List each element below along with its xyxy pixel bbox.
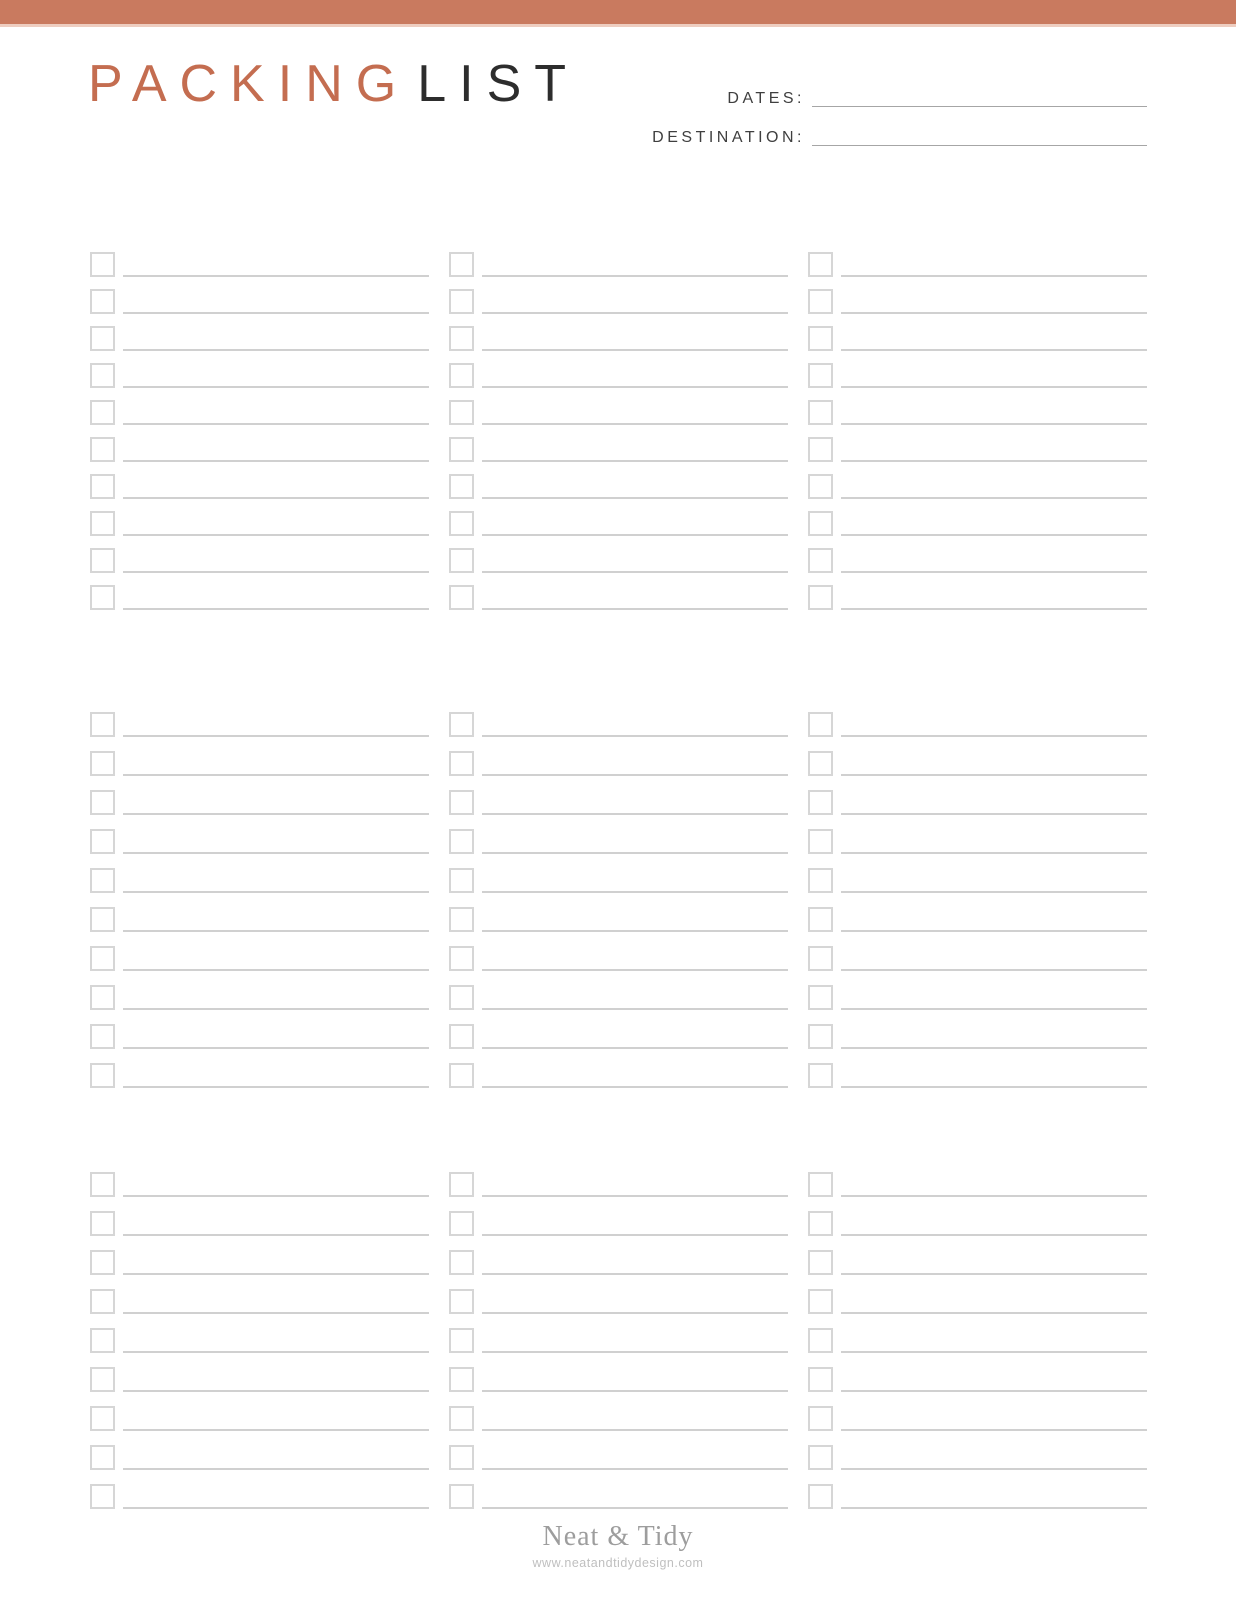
item-checkbox[interactable] bbox=[808, 326, 833, 351]
item-write-line[interactable] bbox=[123, 1351, 429, 1353]
checklist-item bbox=[90, 583, 429, 610]
item-checkbox[interactable] bbox=[449, 1172, 474, 1197]
item-write-line[interactable] bbox=[482, 312, 788, 314]
item-checkbox[interactable] bbox=[90, 712, 115, 737]
item-checkbox[interactable] bbox=[808, 1367, 833, 1392]
item-write-line[interactable] bbox=[841, 497, 1147, 499]
item-write-line[interactable] bbox=[841, 1273, 1147, 1275]
item-write-line[interactable] bbox=[123, 1507, 429, 1509]
checklist-item bbox=[808, 1170, 1147, 1197]
item-checkbox[interactable] bbox=[449, 1250, 474, 1275]
checklist-item bbox=[90, 710, 429, 737]
item-checkbox[interactable] bbox=[808, 289, 833, 314]
item-write-line[interactable] bbox=[841, 930, 1147, 932]
item-checkbox[interactable] bbox=[808, 751, 833, 776]
item-write-line[interactable] bbox=[123, 813, 429, 815]
checklist-item bbox=[808, 1209, 1147, 1236]
item-checkbox[interactable] bbox=[90, 1328, 115, 1353]
item-write-line[interactable] bbox=[123, 386, 429, 388]
checklist-item bbox=[449, 983, 788, 1010]
checklist-item bbox=[449, 287, 788, 314]
item-checkbox[interactable] bbox=[808, 1211, 833, 1236]
item-checkbox[interactable] bbox=[449, 946, 474, 971]
item-write-line[interactable] bbox=[482, 813, 788, 815]
item-write-line[interactable] bbox=[123, 423, 429, 425]
item-checkbox[interactable] bbox=[90, 985, 115, 1010]
checklist-item bbox=[808, 1326, 1147, 1353]
checklist-item bbox=[90, 1482, 429, 1509]
item-write-line[interactable] bbox=[841, 1312, 1147, 1314]
item-checkbox[interactable] bbox=[808, 946, 833, 971]
checklist-item bbox=[90, 1170, 429, 1197]
checklist-item bbox=[90, 509, 429, 536]
checklist-item bbox=[449, 1482, 788, 1509]
item-checkbox[interactable] bbox=[90, 1445, 115, 1470]
checklist-item bbox=[449, 1248, 788, 1275]
checklist-item bbox=[90, 827, 429, 854]
item-checkbox[interactable] bbox=[808, 1484, 833, 1509]
checklist-item bbox=[90, 866, 429, 893]
item-checkbox[interactable] bbox=[808, 1289, 833, 1314]
item-write-line[interactable] bbox=[482, 852, 788, 854]
checklist-item bbox=[90, 472, 429, 499]
title-word-packing: PACKING bbox=[88, 55, 410, 113]
checklist-item bbox=[808, 546, 1147, 573]
item-write-line[interactable] bbox=[482, 534, 788, 536]
dates-label: DATES: bbox=[727, 90, 805, 107]
destination-field bbox=[627, 125, 1147, 146]
item-write-line[interactable] bbox=[123, 571, 429, 573]
item-write-line[interactable] bbox=[123, 969, 429, 971]
item-write-line[interactable] bbox=[482, 349, 788, 351]
item-checkbox[interactable] bbox=[90, 1172, 115, 1197]
checklist-item bbox=[808, 583, 1147, 610]
checklist-item bbox=[90, 1287, 429, 1314]
checklist-item bbox=[449, 583, 788, 610]
checklist-item bbox=[449, 472, 788, 499]
item-write-line[interactable] bbox=[123, 1234, 429, 1236]
item-write-line[interactable] bbox=[123, 1390, 429, 1392]
item-write-line[interactable] bbox=[482, 571, 788, 573]
accent-top-bar bbox=[0, 0, 1236, 24]
item-checkbox[interactable] bbox=[808, 1172, 833, 1197]
checklist-item bbox=[808, 1287, 1147, 1314]
dates-field bbox=[627, 86, 1147, 107]
brand-url: www.neatandtidydesign.com bbox=[532, 1555, 704, 1570]
checklist-item bbox=[808, 866, 1147, 893]
item-checkbox[interactable] bbox=[808, 363, 833, 388]
checklist-item bbox=[90, 944, 429, 971]
checklist-item bbox=[449, 710, 788, 737]
checklist-item bbox=[449, 324, 788, 351]
item-write-line[interactable] bbox=[841, 852, 1147, 854]
item-write-line[interactable] bbox=[482, 1234, 788, 1236]
item-checkbox[interactable] bbox=[90, 1250, 115, 1275]
checklist-item bbox=[808, 1365, 1147, 1392]
item-checkbox[interactable] bbox=[808, 474, 833, 499]
item-write-line[interactable] bbox=[482, 1008, 788, 1010]
checklist-item bbox=[449, 905, 788, 932]
item-checkbox[interactable] bbox=[808, 1063, 833, 1088]
item-write-line[interactable] bbox=[841, 460, 1147, 462]
checklist-item bbox=[449, 1061, 788, 1088]
item-write-line[interactable] bbox=[841, 1047, 1147, 1049]
item-write-line[interactable] bbox=[841, 534, 1147, 536]
item-write-line[interactable] bbox=[123, 534, 429, 536]
item-checkbox[interactable] bbox=[808, 712, 833, 737]
item-checkbox[interactable] bbox=[449, 868, 474, 893]
checklist-item bbox=[808, 1248, 1147, 1275]
item-write-line[interactable] bbox=[123, 774, 429, 776]
checklist-item bbox=[449, 1404, 788, 1431]
item-checkbox[interactable] bbox=[449, 511, 474, 536]
item-write-line[interactable] bbox=[841, 969, 1147, 971]
item-checkbox[interactable] bbox=[449, 712, 474, 737]
checklist-item bbox=[449, 435, 788, 462]
item-write-line[interactable] bbox=[482, 1390, 788, 1392]
item-checkbox[interactable] bbox=[449, 437, 474, 462]
checklist-item bbox=[449, 788, 788, 815]
destination-input-line[interactable] bbox=[812, 145, 1147, 146]
item-checkbox[interactable] bbox=[449, 1445, 474, 1470]
checklist-item bbox=[808, 944, 1147, 971]
item-checkbox[interactable] bbox=[90, 751, 115, 776]
item-write-line[interactable] bbox=[123, 1195, 429, 1197]
brand-name: Neat & Tidy bbox=[542, 1521, 694, 1552]
item-checkbox[interactable] bbox=[90, 907, 115, 932]
checklist-item bbox=[90, 1326, 429, 1353]
item-write-line[interactable] bbox=[482, 1273, 788, 1275]
item-checkbox[interactable] bbox=[808, 868, 833, 893]
title-word-list: LIST bbox=[417, 55, 580, 113]
checklist-section-1 bbox=[90, 250, 1147, 610]
item-write-line[interactable] bbox=[841, 386, 1147, 388]
item-checkbox[interactable] bbox=[90, 437, 115, 462]
item-write-line[interactable] bbox=[123, 852, 429, 854]
checklist-item bbox=[449, 1022, 788, 1049]
item-write-line[interactable] bbox=[482, 969, 788, 971]
checklist-item bbox=[449, 1170, 788, 1197]
checklist-item bbox=[808, 250, 1147, 277]
item-checkbox[interactable] bbox=[449, 829, 474, 854]
item-checkbox[interactable] bbox=[449, 1328, 474, 1353]
checklist-item bbox=[808, 1022, 1147, 1049]
checklist-item bbox=[449, 749, 788, 776]
item-write-line[interactable] bbox=[841, 1429, 1147, 1431]
item-checkbox[interactable] bbox=[449, 1406, 474, 1431]
item-checkbox[interactable] bbox=[90, 790, 115, 815]
item-checkbox[interactable] bbox=[90, 868, 115, 893]
item-write-line[interactable] bbox=[123, 1312, 429, 1314]
item-checkbox[interactable] bbox=[808, 1250, 833, 1275]
item-write-line[interactable] bbox=[841, 1008, 1147, 1010]
item-write-line[interactable] bbox=[482, 1312, 788, 1314]
item-checkbox[interactable] bbox=[90, 1063, 115, 1088]
checklist-section-3 bbox=[90, 1170, 1147, 1509]
dates-input-line[interactable] bbox=[812, 106, 1147, 107]
item-checkbox[interactable] bbox=[90, 326, 115, 351]
item-write-line[interactable] bbox=[841, 1507, 1147, 1509]
item-write-line[interactable] bbox=[123, 608, 429, 610]
checklist-item bbox=[449, 1326, 788, 1353]
checklist-item bbox=[90, 1209, 429, 1236]
checklist-item bbox=[449, 398, 788, 425]
checklist-item bbox=[90, 435, 429, 462]
item-checkbox[interactable] bbox=[90, 1289, 115, 1314]
item-checkbox[interactable] bbox=[808, 511, 833, 536]
item-checkbox[interactable] bbox=[90, 946, 115, 971]
checklist-item bbox=[808, 983, 1147, 1010]
item-write-line[interactable] bbox=[841, 275, 1147, 277]
checklist-item bbox=[449, 546, 788, 573]
item-write-line[interactable] bbox=[123, 275, 429, 277]
checklist-item bbox=[808, 287, 1147, 314]
item-checkbox[interactable] bbox=[808, 1328, 833, 1353]
item-checkbox[interactable] bbox=[449, 252, 474, 277]
item-checkbox[interactable] bbox=[449, 985, 474, 1010]
item-write-line[interactable] bbox=[841, 774, 1147, 776]
item-write-line[interactable] bbox=[482, 1468, 788, 1470]
item-write-line[interactable] bbox=[482, 460, 788, 462]
item-write-line[interactable] bbox=[841, 423, 1147, 425]
item-write-line[interactable] bbox=[482, 735, 788, 737]
item-checkbox[interactable] bbox=[449, 474, 474, 499]
item-checkbox[interactable] bbox=[449, 585, 474, 610]
item-write-line[interactable] bbox=[841, 1390, 1147, 1392]
item-checkbox[interactable] bbox=[808, 400, 833, 425]
destination-label: DESTINATION: bbox=[652, 129, 805, 146]
checklist-item bbox=[90, 983, 429, 1010]
item-checkbox[interactable] bbox=[808, 985, 833, 1010]
checklist-item bbox=[90, 1061, 429, 1088]
item-checkbox[interactable] bbox=[90, 252, 115, 277]
checklist-item bbox=[808, 1482, 1147, 1509]
checklist-item bbox=[90, 1022, 429, 1049]
item-checkbox[interactable] bbox=[90, 511, 115, 536]
item-write-line[interactable] bbox=[841, 1351, 1147, 1353]
item-checkbox[interactable] bbox=[808, 437, 833, 462]
item-write-line[interactable] bbox=[841, 735, 1147, 737]
checklist-item bbox=[90, 1248, 429, 1275]
checklist-item bbox=[808, 1404, 1147, 1431]
item-checkbox[interactable] bbox=[90, 1367, 115, 1392]
item-checkbox[interactable] bbox=[449, 1063, 474, 1088]
item-write-line[interactable] bbox=[482, 1086, 788, 1088]
item-write-line[interactable] bbox=[123, 1008, 429, 1010]
item-write-line[interactable] bbox=[123, 735, 429, 737]
checklist-item bbox=[449, 509, 788, 536]
item-checkbox[interactable] bbox=[808, 252, 833, 277]
item-write-line[interactable] bbox=[482, 608, 788, 610]
item-checkbox[interactable] bbox=[90, 474, 115, 499]
item-write-line[interactable] bbox=[841, 813, 1147, 815]
item-write-line[interactable] bbox=[482, 497, 788, 499]
item-checkbox[interactable] bbox=[808, 548, 833, 573]
checklist-item bbox=[90, 905, 429, 932]
item-write-line[interactable] bbox=[841, 312, 1147, 314]
item-checkbox[interactable] bbox=[808, 1445, 833, 1470]
item-write-line[interactable] bbox=[482, 1351, 788, 1353]
checklist-item bbox=[449, 1443, 788, 1470]
item-checkbox[interactable] bbox=[449, 289, 474, 314]
checklist-item bbox=[808, 361, 1147, 388]
checklist-item bbox=[90, 287, 429, 314]
item-write-line[interactable] bbox=[123, 312, 429, 314]
item-checkbox[interactable] bbox=[90, 585, 115, 610]
checklist-item bbox=[808, 1061, 1147, 1088]
item-write-line[interactable] bbox=[841, 1468, 1147, 1470]
item-write-line[interactable] bbox=[841, 1234, 1147, 1236]
item-write-line[interactable] bbox=[482, 1195, 788, 1197]
item-write-line[interactable] bbox=[841, 1086, 1147, 1088]
item-checkbox[interactable] bbox=[90, 1024, 115, 1049]
item-checkbox[interactable] bbox=[449, 1484, 474, 1509]
item-checkbox[interactable] bbox=[449, 400, 474, 425]
checklist-item bbox=[808, 749, 1147, 776]
checklist-item bbox=[90, 1404, 429, 1431]
page-title bbox=[88, 55, 580, 113]
item-checkbox[interactable] bbox=[808, 790, 833, 815]
checklist-item bbox=[90, 324, 429, 351]
checklist-item bbox=[449, 361, 788, 388]
item-checkbox[interactable] bbox=[449, 326, 474, 351]
item-checkbox[interactable] bbox=[808, 829, 833, 854]
item-checkbox[interactable] bbox=[449, 1367, 474, 1392]
item-checkbox[interactable] bbox=[808, 1024, 833, 1049]
item-write-line[interactable] bbox=[123, 1273, 429, 1275]
item-write-line[interactable] bbox=[482, 891, 788, 893]
item-checkbox[interactable] bbox=[449, 363, 474, 388]
checklist-item bbox=[449, 1209, 788, 1236]
checklist-item bbox=[808, 1443, 1147, 1470]
item-write-line[interactable] bbox=[482, 1507, 788, 1509]
item-checkbox[interactable] bbox=[449, 1024, 474, 1049]
checklist-item bbox=[449, 866, 788, 893]
checklist-item bbox=[90, 361, 429, 388]
checklist-item bbox=[90, 788, 429, 815]
checklist-item bbox=[808, 710, 1147, 737]
item-write-line[interactable] bbox=[123, 891, 429, 893]
item-checkbox[interactable] bbox=[90, 1406, 115, 1431]
checklist-item bbox=[90, 546, 429, 573]
item-write-line[interactable] bbox=[123, 930, 429, 932]
item-write-line[interactable] bbox=[482, 1429, 788, 1431]
item-write-line[interactable] bbox=[482, 275, 788, 277]
checklist-item bbox=[90, 1443, 429, 1470]
checklist-item bbox=[808, 509, 1147, 536]
checklist-item bbox=[808, 472, 1147, 499]
item-checkbox[interactable] bbox=[90, 829, 115, 854]
item-write-line[interactable] bbox=[123, 1429, 429, 1431]
header-fields bbox=[627, 86, 1147, 164]
item-checkbox[interactable] bbox=[449, 790, 474, 815]
item-write-line[interactable] bbox=[841, 1195, 1147, 1197]
item-write-line[interactable] bbox=[482, 930, 788, 932]
footer bbox=[0, 1522, 1236, 1570]
checklist-item bbox=[449, 827, 788, 854]
item-checkbox[interactable] bbox=[449, 548, 474, 573]
item-checkbox[interactable] bbox=[90, 548, 115, 573]
item-checkbox[interactable] bbox=[808, 1406, 833, 1431]
item-checkbox[interactable] bbox=[449, 1211, 474, 1236]
item-checkbox[interactable] bbox=[90, 1484, 115, 1509]
checklist-item bbox=[449, 944, 788, 971]
item-write-line[interactable] bbox=[482, 386, 788, 388]
checklist-item bbox=[808, 788, 1147, 815]
checklist-item bbox=[90, 1365, 429, 1392]
item-checkbox[interactable] bbox=[90, 400, 115, 425]
item-checkbox[interactable] bbox=[90, 289, 115, 314]
item-write-line[interactable] bbox=[482, 774, 788, 776]
item-write-line[interactable] bbox=[123, 497, 429, 499]
item-write-line[interactable] bbox=[482, 423, 788, 425]
checklist-item bbox=[808, 398, 1147, 425]
item-checkbox[interactable] bbox=[90, 1211, 115, 1236]
item-checkbox[interactable] bbox=[449, 751, 474, 776]
item-write-line[interactable] bbox=[841, 349, 1147, 351]
checklist-item bbox=[808, 324, 1147, 351]
item-write-line[interactable] bbox=[123, 460, 429, 462]
item-write-line[interactable] bbox=[841, 571, 1147, 573]
item-write-line[interactable] bbox=[123, 1086, 429, 1088]
item-write-line[interactable] bbox=[123, 349, 429, 351]
item-write-line[interactable] bbox=[123, 1047, 429, 1049]
item-checkbox[interactable] bbox=[808, 907, 833, 932]
item-write-line[interactable] bbox=[123, 1468, 429, 1470]
checklist-section-2 bbox=[90, 710, 1147, 1088]
item-checkbox[interactable] bbox=[808, 585, 833, 610]
item-write-line[interactable] bbox=[841, 608, 1147, 610]
checklist-item bbox=[449, 1287, 788, 1314]
checklist-item bbox=[449, 250, 788, 277]
checklist-item bbox=[90, 398, 429, 425]
checklist-item bbox=[808, 435, 1147, 462]
item-write-line[interactable] bbox=[841, 891, 1147, 893]
checklist-item bbox=[808, 827, 1147, 854]
item-write-line[interactable] bbox=[482, 1047, 788, 1049]
checklist-item bbox=[90, 250, 429, 277]
checklist-item bbox=[808, 905, 1147, 932]
item-checkbox[interactable] bbox=[449, 907, 474, 932]
item-checkbox[interactable] bbox=[90, 363, 115, 388]
item-checkbox[interactable] bbox=[449, 1289, 474, 1314]
checklist-item bbox=[449, 1365, 788, 1392]
checklist-item bbox=[90, 749, 429, 776]
